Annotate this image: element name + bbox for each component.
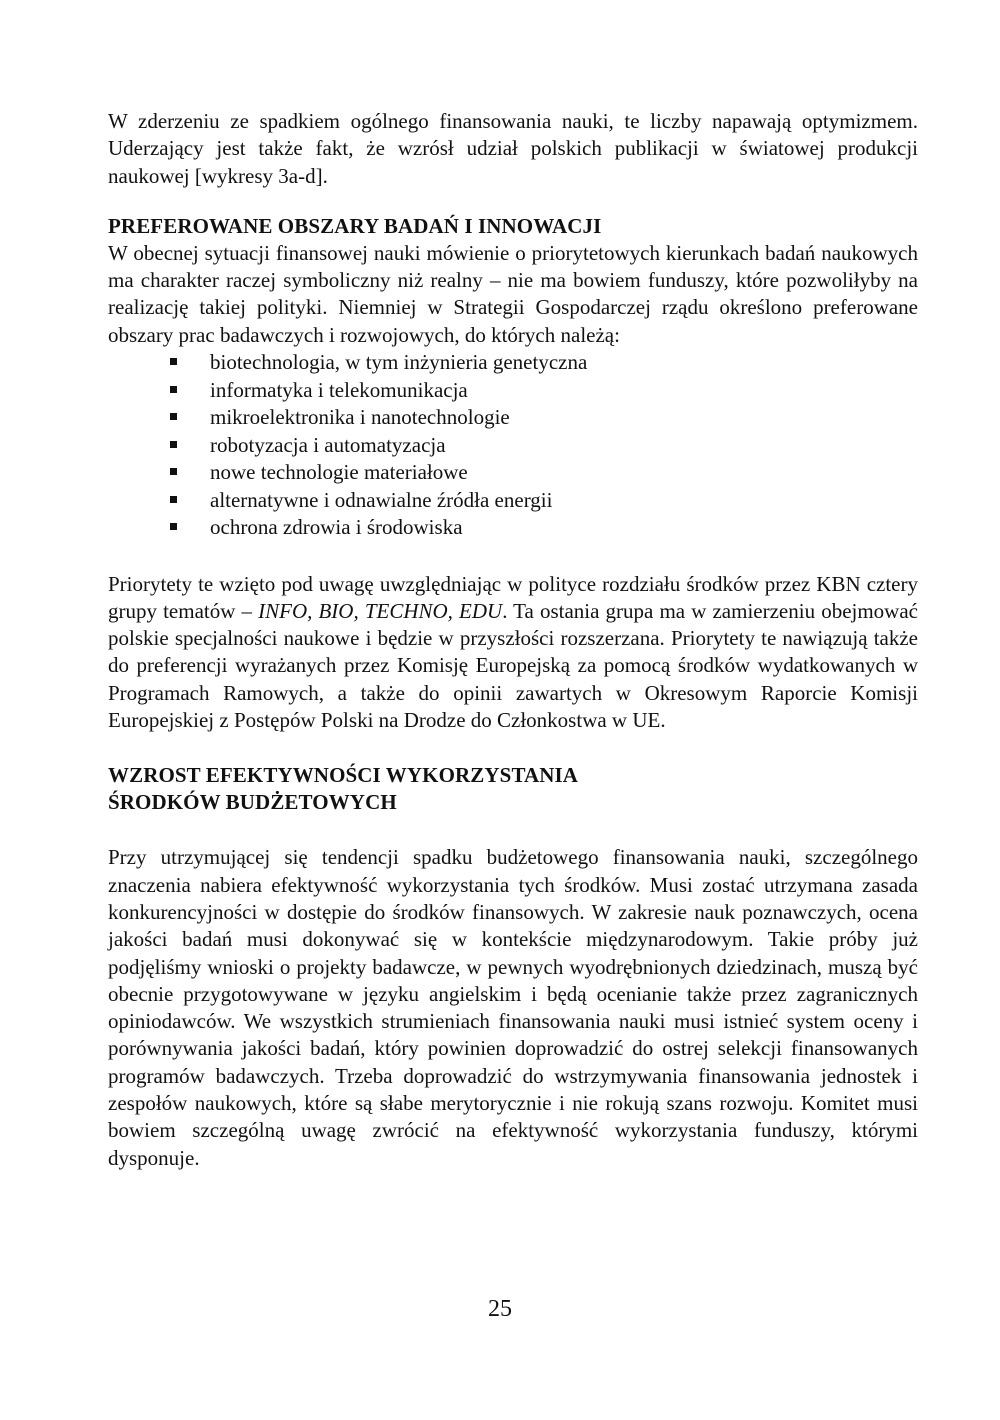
topic-groups: INFO, BIO, TECHNO, EDU	[258, 598, 503, 623]
preferred-areas-paragraph: W obecnej sytuacji finansowej nauki mówienie o priorytetowych kierunkach badań naukowych ma charakter raczej symboliczny niż realny – nie ma bowiem funduszy, które pozwoliłyby na realizację takiej polityki. Niemniej w Strategii Gospodarczej rządu określono preferowane obszary prac badawczych i rozwojowych, do których należą:	[108, 240, 918, 347]
square-bullet-icon	[170, 358, 177, 365]
list-item: informatyka i telekomunikacja	[170, 377, 918, 405]
square-bullet-icon	[170, 468, 177, 475]
efficiency-paragraph: Przy utrzymującej się tendencji spadku budżetowego finansowania nauki, szczególnego znaczenia nabiera efektywność wykorzystania tych środków. Musi zostać utrzymana zasada konkurencyjności w dostępie do środków finansowych. W zakresie nauk poznawczych, ocena jakości badań musi dokonywać się w kontekście międzynarodowym. Takie próby już podjęliśmy wnioski o projekty badawcze, w pewnych wyodrębnionych dziedzinach, muszą być obecnie przygotowywane w języku angielskim i będą ocenianie także przez zagranicznych opiniodawców. We wszystkich strumieniach finansowania nauki musi istnieć system oceny i porównywania jakości badań, który powinien doprowadzić do ostrej selekcji finansowanych programów badawczych. Trzeba doprowadzić do wstrzymywania finansowania jednostek i zespołów naukowych, które są słabe merytorycznie i nie rokują szans rozwoju. Komitet musi bowiem szczególną uwagę zwrócić na efektywność wykorzystania funduszy, którymi dysponuje.	[108, 845, 918, 1170]
list-item: robotyzacja i automatyzacja	[170, 432, 918, 460]
section-heading-efficiency: WZROST EFEKTYWNOŚCI WYKORZYSTANIA ŚRODKÓW BUDŻETOWYCH	[108, 763, 579, 815]
square-bullet-icon	[170, 441, 177, 448]
square-bullet-icon	[170, 523, 177, 530]
list-item: alternatywne i odnawialne źródła energii	[170, 487, 918, 515]
document-page	[108, 108, 918, 1172]
list-item: mikroelektronika i nanotechnologie	[170, 404, 918, 432]
square-bullet-icon	[170, 413, 177, 420]
page-number: 25	[488, 1296, 512, 1322]
square-bullet-icon	[170, 496, 177, 503]
list-item: ochrona zdrowia i środowiska	[170, 514, 918, 542]
priorities-paragraph: Priorytety te wzięto pod uwagę uwzględniając w polityce rozdziału środków przez KBN cztery grupy tematów – INFO, BIO, TECHNO, EDU. Ta ostania grupa ma w zamierzeniu obejmować polskie specjalności naukowe i będzie w przyszłości rozszerzana. Priorytety te nawiązują także do preferencji wyrażanych przez Komisję Europejską za pomocą środków wydatkowanych w Programach Ramowych, a także do opinii zawartych w Okresowym Raporcie Komisji Europejskiej z Postępów Polski na Drodze do Członkostwa w UE.	[108, 571, 918, 733]
square-bullet-icon	[170, 386, 177, 393]
list-item: nowe technologie materiałowe	[170, 459, 918, 487]
intro-paragraph: W zderzeniu ze spadkiem ogólnego finansowania nauki, te liczby napawają optymizmem. Uderzający jest także fakt, że wzrósł udział polskich publikacji w światowej produkcji naukowej [wykresy 3a-d].	[108, 109, 918, 188]
list-item: biotechnologia, w tym inżynieria genetyczna	[170, 349, 918, 377]
priority-areas-list	[170, 349, 918, 542]
section-heading-preferred-areas: PREFEROWANE OBSZARY BADAŃ I INNOWACJI	[108, 213, 602, 238]
